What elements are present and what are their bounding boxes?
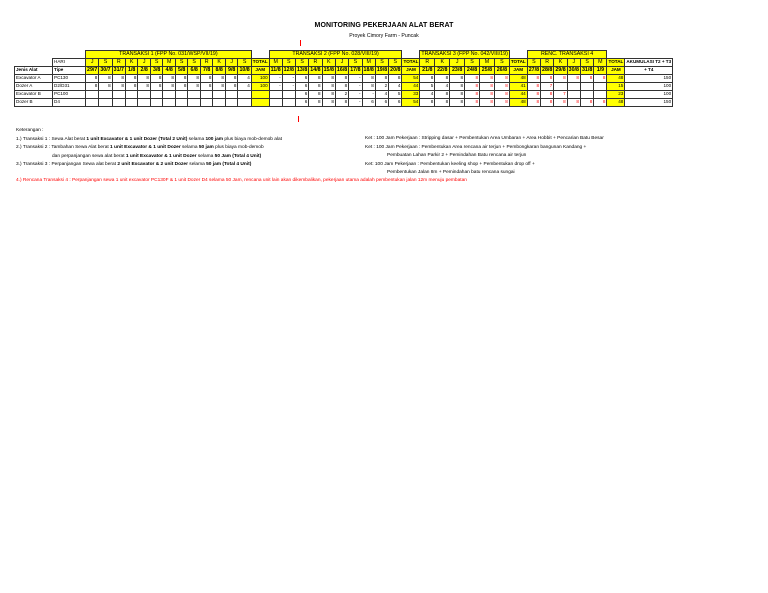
- hours-cell: 8: [188, 83, 201, 91]
- hours-cell: 8: [86, 75, 99, 83]
- hours-cell: [99, 91, 112, 99]
- hours-cell: 8: [567, 75, 580, 83]
- hours-cell: -: [362, 91, 375, 99]
- hours-cell: 8: [163, 75, 176, 83]
- hours-cell: 8: [335, 83, 348, 91]
- hours-cell: 6: [295, 83, 308, 91]
- hours-cell: [282, 99, 295, 107]
- note-transaksi-2-cont: dan perpanjangan sewa alat berat 1 unit Excavator & 1 unit Dozer selama 50 Jam (Total 4 Unit): [52, 153, 262, 159]
- day-cell: K: [435, 59, 450, 67]
- hours-cell: 8: [309, 91, 322, 99]
- day-cell: J: [225, 59, 238, 67]
- hours-cell: -: [349, 91, 362, 99]
- hours-cell: 8: [309, 75, 322, 83]
- page-subtitle: Proyek Cimory Farm - Puncak: [349, 33, 419, 39]
- date-cell: 14/8: [310, 67, 321, 74]
- note-transaksi-3: 3.) Transaksi 3 : Perpanjangan Sewa alat berat 2 unit Excavator & 2 unit Dozer selama 50 jam (Total 4 Unit): [16, 162, 252, 168]
- empty-cell: [15, 51, 53, 59]
- group-header-t3: TRANSAKSI 3 (FPP No. 042/VIII/19): [421, 51, 508, 58]
- hours-cell: 8: [99, 75, 112, 83]
- date-cell: 1/9: [594, 67, 607, 75]
- hours-cell: 8: [494, 83, 509, 91]
- tipe-cell: D4: [53, 99, 86, 107]
- table-row: [15, 83, 673, 91]
- day-cell: S: [389, 59, 402, 67]
- hours-cell: 8: [125, 83, 138, 91]
- hours-cell: 8: [594, 75, 607, 83]
- note-transaksi-4: 4.) Rencana Transaksi 4 : Perpanjangan sewa 1 unit excavator PC130F & 1 unit Dozer D4 selama 50 Jam, rencana unit lain akan dikembalikan, pekerjaan utama adalah pembentukan jalan 12m menuju pembatan: [16, 178, 467, 183]
- hours-cell: [86, 99, 99, 107]
- hours-cell: [138, 91, 151, 99]
- hours-cell: 8: [322, 83, 335, 91]
- date-cell: 2/8: [138, 67, 151, 75]
- total-cell: [251, 99, 269, 107]
- day-cell: S: [238, 59, 251, 67]
- hours-cell: [213, 91, 226, 99]
- hours-cell: 8: [465, 91, 480, 99]
- empty-cell: [625, 51, 673, 59]
- hours-cell: [150, 99, 163, 107]
- day-cell: J: [86, 59, 99, 67]
- hours-cell: 8: [541, 75, 554, 83]
- date-cell: 27/8: [528, 67, 540, 74]
- jam-header: JAM: [509, 67, 527, 75]
- day-cell: R: [309, 59, 322, 67]
- date-cell: 9/8: [225, 67, 238, 75]
- hours-cell: 8: [362, 83, 375, 91]
- total-cell: 100: [251, 83, 269, 91]
- date-cell: 10/8: [239, 67, 250, 74]
- hours-cell: [594, 83, 607, 91]
- date-cell: 24/8: [465, 67, 480, 75]
- date-cell: 17/8: [350, 67, 361, 74]
- hours-cell: 8: [594, 99, 607, 107]
- hours-cell: [86, 91, 99, 99]
- date-cell: 5/8: [175, 67, 188, 75]
- day-cell: S: [282, 59, 295, 67]
- hours-cell: [554, 83, 567, 91]
- hours-cell: 8: [480, 75, 495, 83]
- red-divider-top: [300, 40, 301, 46]
- day-cell: R: [112, 59, 125, 67]
- total-cell: 54: [402, 75, 420, 83]
- hours-cell: 8: [450, 83, 465, 91]
- day-cell: S: [150, 59, 163, 67]
- day-cell: M: [269, 59, 282, 67]
- hours-cell: 8: [138, 83, 151, 91]
- hours-cell: -: [282, 83, 295, 91]
- date-cell: 22/8: [435, 67, 450, 75]
- hours-cell: 8: [309, 83, 322, 91]
- hours-cell: 8: [362, 75, 375, 83]
- ket-block: [365, 135, 604, 178]
- days-row: [15, 59, 673, 67]
- hours-cell: 2: [375, 83, 388, 91]
- hours-cell: 8: [420, 75, 435, 83]
- hours-cell: 5: [389, 91, 402, 99]
- jam-header: JAM: [607, 67, 625, 75]
- hours-cell: [163, 99, 176, 107]
- day-cell: S: [580, 59, 593, 67]
- hours-cell: 4: [238, 83, 251, 91]
- day-cell: S: [175, 59, 188, 67]
- hours-cell: 8: [494, 75, 509, 83]
- hours-cell: 8: [99, 83, 112, 91]
- hours-cell: 6: [362, 99, 375, 107]
- total-cell: 48: [607, 75, 625, 83]
- dates-row: [15, 67, 673, 75]
- hours-cell: 4: [238, 75, 251, 83]
- hours-cell: 4: [420, 91, 435, 99]
- hours-cell: 8: [213, 75, 226, 83]
- hours-cell: [125, 91, 138, 99]
- empty-cell: [53, 51, 86, 59]
- day-cell: S: [295, 59, 308, 67]
- group-header-row: [15, 51, 673, 59]
- hours-cell: 8: [322, 99, 335, 107]
- notes-block: [16, 127, 282, 170]
- total-cell: 54: [402, 99, 420, 107]
- hours-cell: [138, 99, 151, 107]
- total-cell: 48: [509, 75, 527, 83]
- total-header: TOTAL: [607, 59, 625, 67]
- hours-cell: 8: [225, 83, 238, 91]
- hours-cell: [225, 91, 238, 99]
- date-cell: 21/8: [420, 67, 435, 75]
- group-header-t1: TRANSAKSI 1 (FPP No. 031/WSP/VII/19): [86, 51, 252, 59]
- hours-cell: 8: [112, 83, 125, 91]
- ket-3-cont: Pembentukan Jalan 8m + Pemindahan batu rencana sungai: [387, 170, 515, 176]
- hours-cell: 7: [554, 91, 567, 99]
- hours-cell: -: [269, 75, 282, 83]
- hours-cell: 8: [527, 75, 540, 83]
- akumulasi-header-2: + T4: [625, 67, 673, 75]
- total-cell: 44: [509, 91, 527, 99]
- hours-cell: 8: [335, 99, 348, 107]
- hours-cell: [580, 91, 593, 99]
- hours-cell: 8: [375, 75, 388, 83]
- day-cell: S: [188, 59, 201, 67]
- date-cell: 30/8: [568, 67, 579, 74]
- date-cell: 25/8: [480, 67, 495, 75]
- page-title: MONITORING PEKERJAAN ALAT BERAT: [314, 22, 454, 29]
- day-cell: J: [138, 59, 151, 67]
- date-cell: 8/8: [213, 67, 226, 75]
- day-cell: S: [349, 59, 362, 67]
- hours-cell: 8: [125, 75, 138, 83]
- empty-cell: [402, 51, 420, 59]
- hours-cell: 6: [389, 99, 402, 107]
- hours-cell: 8: [175, 83, 188, 91]
- jenis-alat-cell: Excavator A: [15, 75, 53, 83]
- hours-cell: [225, 99, 238, 107]
- hours-cell: 8: [435, 91, 450, 99]
- total-header: TOTAL: [251, 59, 269, 67]
- ket-3: Ket: 100 Jam Pekerjaan : Pembentukan keeling shop + Pembentukan drop off +: [365, 161, 535, 167]
- hours-cell: 8: [200, 83, 213, 91]
- date-cell: 12/8: [283, 67, 294, 74]
- hours-cell: 8: [465, 99, 480, 107]
- total-header: TOTAL: [509, 59, 527, 67]
- total-header: TOTAL: [402, 59, 420, 67]
- jenis-alat-header: Jenis Alat: [15, 67, 53, 75]
- group-header-t2: TRANSAKSI 2 (FPP No. 028/VIII/19): [269, 51, 402, 59]
- hours-cell: 4: [435, 83, 450, 91]
- table-row: [15, 91, 673, 99]
- hours-cell: [282, 91, 295, 99]
- hours-cell: 8: [175, 75, 188, 83]
- hours-cell: 8: [494, 91, 509, 99]
- total-cell: 33: [402, 91, 420, 99]
- hours-cell: -: [349, 99, 362, 107]
- note-transaksi-1: 1.) Transaksi 1 : Sewa Alat berat 1 unit Excavator & 1 unit Dozer (Total 2 Unit) selama 100 jam plus biaya mob-demob alat: [16, 136, 283, 142]
- day-cell: S: [99, 59, 112, 67]
- total-cell: 23: [607, 91, 625, 99]
- date-cell: 1/8: [125, 67, 138, 75]
- hours-cell: [112, 99, 125, 107]
- table-row: [15, 99, 673, 107]
- hours-cell: 8: [580, 75, 593, 83]
- date-cell: 31/8: [581, 67, 593, 74]
- hours-cell: 8: [335, 75, 348, 83]
- day-cell: S: [465, 59, 480, 67]
- hours-cell: 8: [580, 99, 593, 107]
- hours-cell: 8: [527, 83, 540, 91]
- hours-cell: [269, 91, 282, 99]
- hours-cell: [175, 99, 188, 107]
- ket-1: Ket : 100 Jam Pekerjaan : Stripping dasar + Pembentukan Area Umbaran + Area Hobbit + Pencarian Batu Besar: [365, 136, 604, 141]
- tipe-cell: PC100: [53, 91, 86, 99]
- date-cell: 26/8: [494, 67, 509, 75]
- tipe-cell: D2/D31: [53, 83, 86, 91]
- hours-cell: 8: [527, 91, 540, 99]
- date-cell: 4/8: [163, 67, 176, 75]
- hours-cell: [200, 91, 213, 99]
- hours-cell: -: [282, 75, 295, 83]
- hours-cell: 4: [389, 83, 402, 91]
- hours-cell: 6: [375, 99, 388, 107]
- hours-cell: [188, 99, 201, 107]
- date-cell: 18/8: [363, 67, 374, 74]
- hours-cell: 8: [541, 91, 554, 99]
- hours-cell: [238, 99, 251, 107]
- hours-cell: 8: [541, 99, 554, 107]
- ket-2-cont: Pembuatan Lahan Parkir 2 + Pemindahan Batu rencana air terjun: [387, 153, 527, 159]
- hours-cell: 8: [435, 99, 450, 107]
- jenis-alat-cell: Excavator B: [15, 91, 53, 99]
- total-cell: [251, 91, 269, 99]
- date-cell: 19/8: [376, 67, 388, 74]
- day-cell: S: [494, 59, 509, 67]
- date-cell: 28/8: [542, 67, 553, 74]
- hours-cell: 8: [450, 99, 465, 107]
- hours-cell: 8: [527, 99, 540, 107]
- day-cell: K: [322, 59, 335, 67]
- red-divider-bottom: [298, 116, 299, 122]
- hours-cell: [99, 99, 112, 107]
- hours-cell: -: [349, 75, 362, 83]
- day-cell: M: [594, 59, 607, 67]
- tipe-cell: PC130: [53, 75, 86, 83]
- hours-cell: [238, 91, 251, 99]
- jenis-alat-cell: Dozer A: [15, 83, 53, 91]
- hours-cell: -: [269, 83, 282, 91]
- jenis-alat-cell: Dozer B: [15, 99, 53, 107]
- hours-cell: [163, 91, 176, 99]
- akumulasi-cell: 100: [625, 91, 673, 99]
- hours-cell: [112, 91, 125, 99]
- day-cell: M: [480, 59, 495, 67]
- hours-cell: 2: [335, 91, 348, 99]
- hours-cell: 8: [435, 75, 450, 83]
- day-cell: J: [450, 59, 465, 67]
- hari-label: HARI: [53, 59, 86, 67]
- hours-cell: 8: [389, 75, 402, 83]
- akumulasi-cell: 150: [625, 99, 673, 107]
- date-cell: 29/8: [555, 67, 566, 74]
- day-cell: R: [200, 59, 213, 67]
- hours-cell: 7: [541, 83, 554, 91]
- hours-cell: 8: [163, 83, 176, 91]
- hours-cell: 8: [480, 83, 495, 91]
- hours-cell: [567, 91, 580, 99]
- day-cell: K: [213, 59, 226, 67]
- total-cell: 48: [509, 99, 527, 107]
- akumulasi-cell: 100: [625, 83, 673, 91]
- akumulasi-header: AKUMULASI T2 + T3: [625, 59, 673, 67]
- hours-cell: 8: [465, 83, 480, 91]
- ket-2: Ket : 100 Jam Pekerjaan : Pembentukan Area rencana air terjun + Pembongkaran bangunan Kandang +: [365, 144, 587, 150]
- empty-cell: [607, 51, 625, 59]
- date-cell: 7/8: [200, 67, 213, 75]
- hours-cell: 8: [188, 75, 201, 83]
- notes-heading: Keterangan :: [16, 128, 44, 133]
- day-cell: K: [125, 59, 138, 67]
- total-cell: 100: [251, 75, 269, 83]
- hours-cell: 8: [322, 75, 335, 83]
- hours-cell: 6: [295, 91, 308, 99]
- hours-cell: 8: [420, 99, 435, 107]
- hours-cell: -: [349, 83, 362, 91]
- hours-cell: [580, 83, 593, 91]
- monitoring-table: [14, 50, 673, 107]
- day-cell: J: [567, 59, 580, 67]
- hours-cell: 8: [450, 75, 465, 83]
- hours-cell: [188, 91, 201, 99]
- hours-cell: 8: [494, 99, 509, 107]
- date-cell: 30/7: [100, 67, 111, 74]
- hours-cell: [175, 91, 188, 99]
- date-cell: 11/8: [270, 67, 281, 74]
- note-transaksi-2: 2.) Transaksi 2 : Tambahan Sewa Alat berat 1 unit Excavator & 1 unit Dozer selama 50 jam plus biaya mob-demob: [16, 145, 264, 151]
- date-cell: 15/8: [323, 67, 334, 74]
- hours-cell: 4: [375, 91, 388, 99]
- date-cell: 3/8: [150, 67, 163, 75]
- hours-cell: 8: [309, 99, 322, 107]
- total-cell: 48: [607, 99, 625, 107]
- day-cell: R: [420, 59, 435, 67]
- hours-cell: 8: [200, 75, 213, 83]
- day-cell: M: [163, 59, 176, 67]
- hours-cell: 8: [554, 75, 567, 83]
- hours-cell: 8: [225, 75, 238, 83]
- total-cell: 15: [607, 83, 625, 91]
- day-cell: S: [527, 59, 540, 67]
- hours-cell: [269, 99, 282, 107]
- day-cell: K: [554, 59, 567, 67]
- date-cell: 16/8: [336, 67, 348, 74]
- hours-cell: 8: [480, 99, 495, 107]
- hours-cell: 6: [295, 99, 308, 107]
- hours-cell: [200, 99, 213, 107]
- total-cell: 44: [402, 83, 420, 91]
- hours-cell: 8: [112, 75, 125, 83]
- empty-cell: [509, 51, 527, 59]
- group-header-t4: RENC. TRANSAKSI 4: [527, 51, 607, 59]
- jam-header: JAM: [402, 67, 420, 75]
- day-cell: S: [375, 59, 388, 67]
- date-cell: 20/8: [390, 67, 401, 74]
- day-cell: M: [362, 59, 375, 67]
- jam-header: JAM: [251, 67, 269, 75]
- hours-cell: 8: [322, 91, 335, 99]
- total-cell: 41: [509, 83, 527, 91]
- hours-cell: 8: [150, 75, 163, 83]
- hours-cell: 8: [138, 75, 151, 83]
- hours-cell: [125, 99, 138, 107]
- date-cell: 29/7: [87, 67, 98, 74]
- hours-cell: [594, 91, 607, 99]
- hours-cell: 5: [420, 83, 435, 91]
- date-cell: 13/8: [296, 67, 308, 74]
- empty-cell: [15, 59, 53, 67]
- hours-cell: 8: [480, 91, 495, 99]
- hours-cell: 6: [295, 75, 308, 83]
- hours-cell: [213, 99, 226, 107]
- hours-cell: 8: [567, 99, 580, 107]
- date-cell: 6/8: [188, 67, 201, 75]
- hours-cell: [150, 91, 163, 99]
- tipe-header: Tipe: [53, 67, 86, 75]
- hours-cell: 8: [554, 99, 567, 107]
- hours-cell: [567, 83, 580, 91]
- hours-cell: 8: [450, 91, 465, 99]
- day-cell: J: [335, 59, 348, 67]
- akumulasi-cell: 150: [625, 75, 673, 83]
- date-cell: 23/8: [450, 67, 465, 75]
- hours-cell: 8: [465, 75, 480, 83]
- day-cell: R: [541, 59, 554, 67]
- hours-cell: 8: [86, 83, 99, 91]
- table-row: [15, 75, 673, 83]
- hours-cell: 8: [150, 83, 163, 91]
- empty-cell: [251, 51, 269, 59]
- date-cell: 31/7: [113, 67, 124, 74]
- hours-cell: 8: [213, 83, 226, 91]
